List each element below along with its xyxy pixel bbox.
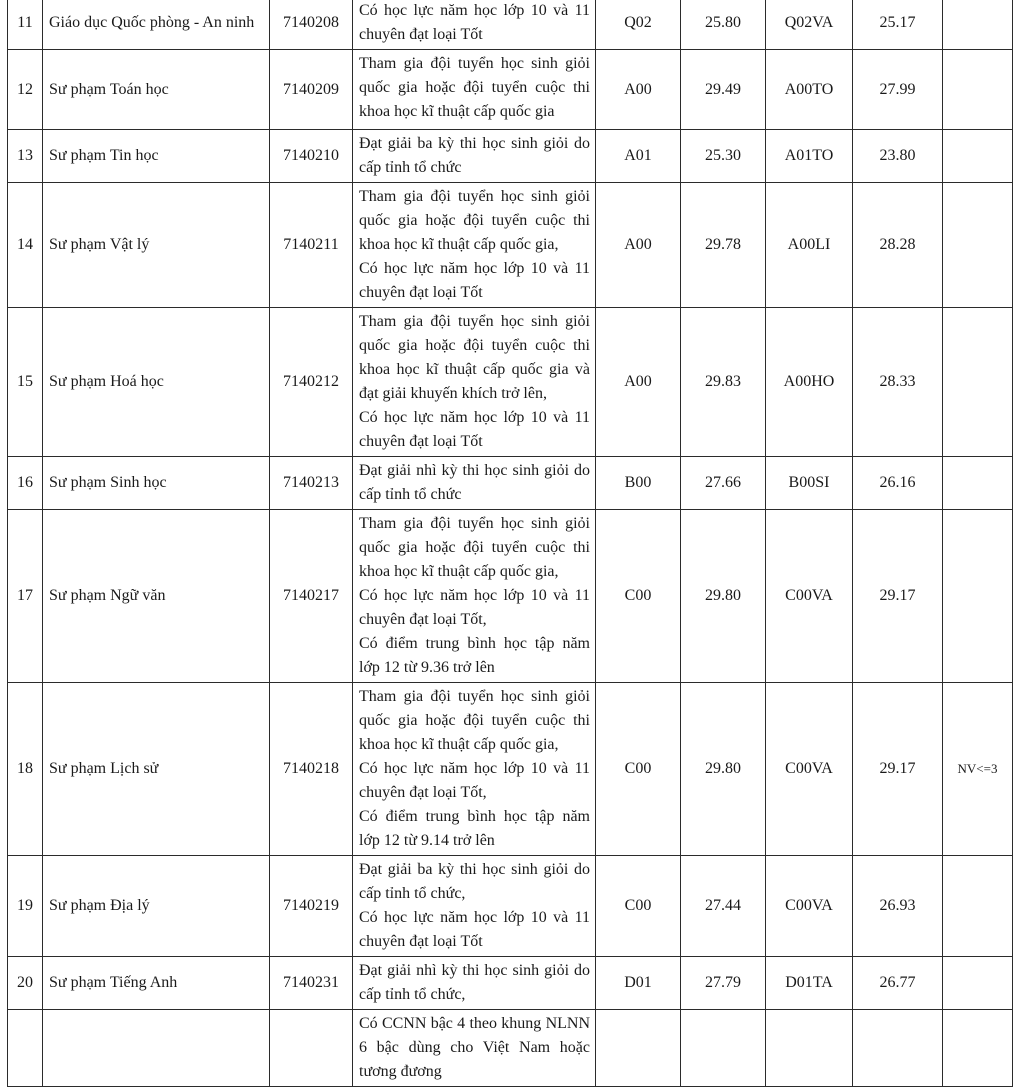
note-cell xyxy=(943,308,1013,457)
note-cell xyxy=(943,510,1013,683)
major-code-cell: 7140231 xyxy=(270,957,353,1010)
major-name-cell: Sư phạm Toán học xyxy=(43,50,270,130)
major-code-cell: 7140211 xyxy=(270,183,353,308)
criteria-cell xyxy=(353,0,596,50)
row-number-cell: 14 xyxy=(8,183,43,308)
subject-group-cell: C00 xyxy=(596,683,681,856)
note-cell xyxy=(943,0,1013,50)
combo-score-cell: 26.93 xyxy=(853,856,943,957)
row-number-cell: 17 xyxy=(8,510,43,683)
cutoff-score-cell: 29.49 xyxy=(681,50,766,130)
admission-table xyxy=(7,0,1013,1087)
table-row xyxy=(8,50,1013,130)
major-name-cell: Sư phạm Tin học xyxy=(43,130,270,183)
criteria-cell xyxy=(353,183,596,308)
combo-code-cell: C00VA xyxy=(766,683,853,856)
criteria-cell xyxy=(353,957,596,1010)
combo-code-cell: C00VA xyxy=(766,856,853,957)
criteria-line: Có học lực năm học lớp 10 và 11 chuyên đạt loại Tốt, xyxy=(359,587,590,628)
row-number-cell: 16 xyxy=(8,457,43,510)
major-code-cell: 7140213 xyxy=(270,457,353,510)
cutoff-score-cell: 27.79 xyxy=(681,957,766,1010)
subject-group-cell: C00 xyxy=(596,510,681,683)
major-name-cell: Sư phạm Sinh học xyxy=(43,457,270,510)
combo-code-cell xyxy=(766,1010,853,1087)
combo-code-cell: B00SI xyxy=(766,457,853,510)
combo-score-cell: 25.17 xyxy=(853,0,943,50)
criteria-line: Có học lực năm học lớp 10 và 11 chuyên đạt loại Tốt, xyxy=(359,760,590,801)
note-cell xyxy=(943,130,1013,183)
major-name-cell: Sư phạm Lịch sử xyxy=(43,683,270,856)
combo-score-cell: 29.17 xyxy=(853,683,943,856)
table-row xyxy=(8,130,1013,183)
criteria-line: Tham gia đội tuyển học sinh giỏi quốc gia hoặc đội tuyển cuộc thi khoa học kĩ thuật cấp quốc gia, xyxy=(359,688,590,753)
combo-score-cell: 23.80 xyxy=(853,130,943,183)
criteria-cell xyxy=(353,130,596,183)
criteria-cell xyxy=(353,1010,596,1087)
criteria-cell xyxy=(353,856,596,957)
note-cell xyxy=(943,50,1013,130)
cutoff-score-cell: 25.80 xyxy=(681,0,766,50)
subject-group-cell: A01 xyxy=(596,130,681,183)
major-name-cell xyxy=(43,1010,270,1087)
note-cell: NV<=3 xyxy=(943,683,1013,856)
major-code-cell: 7140210 xyxy=(270,130,353,183)
major-name-cell: Sư phạm Hoá học xyxy=(43,308,270,457)
table-row xyxy=(8,0,1013,50)
major-name-cell: Sư phạm Vật lý xyxy=(43,183,270,308)
note-cell xyxy=(943,183,1013,308)
cutoff-score-cell: 29.80 xyxy=(681,510,766,683)
subject-group-cell: Q02 xyxy=(596,0,681,50)
combo-score-cell: 27.99 xyxy=(853,50,943,130)
subject-group-cell: D01 xyxy=(596,957,681,1010)
criteria-line: Tham gia đội tuyển học sinh giỏi quốc gia hoặc đội tuyển cuộc thi khoa học kĩ thuật cấp quốc gia, xyxy=(359,188,590,253)
combo-score-cell xyxy=(853,1010,943,1087)
criteria-line: Tham gia đội tuyển học sinh giỏi quốc gia hoặc đội tuyển cuộc thi khoa học kĩ thuật cấp quốc gia xyxy=(359,55,590,120)
criteria-line: Tham gia đội tuyển học sinh giỏi quốc gia hoặc đội tuyển cuộc thi khoa học kĩ thuật cấp quốc gia và đạt giải khuyến khích trở lên, xyxy=(359,313,590,402)
criteria-line: Đạt giải nhì kỳ thi học sinh giỏi do cấp tỉnh tổ chức, xyxy=(359,962,590,1003)
major-name-cell: Giáo dục Quốc phòng - An ninh xyxy=(43,0,270,50)
subject-group-cell: A00 xyxy=(596,308,681,457)
subject-group-cell: C00 xyxy=(596,856,681,957)
note-cell xyxy=(943,1010,1013,1087)
criteria-line: Có học lực năm học lớp 10 và 11 chuyên đạt loại Tốt xyxy=(359,409,590,450)
criteria-line: Đạt giải ba kỳ thi học sinh giỏi do cấp tỉnh tổ chức, xyxy=(359,861,590,902)
criteria-cell xyxy=(353,457,596,510)
combo-code-cell: D01TA xyxy=(766,957,853,1010)
combo-code-cell: Q02VA xyxy=(766,0,853,50)
combo-score-cell: 26.16 xyxy=(853,457,943,510)
criteria-line: Có điểm trung bình học tập năm lớp 12 từ 9.36 trở lên xyxy=(359,635,590,676)
combo-score-cell: 29.17 xyxy=(853,510,943,683)
cutoff-score-cell: 29.80 xyxy=(681,683,766,856)
cutoff-score-cell: 25.30 xyxy=(681,130,766,183)
criteria-line: Có học lực năm học lớp 10 và 11 chuyên đạt loại Tốt xyxy=(359,260,590,301)
criteria-line: Có CCNN bậc 4 theo khung NLNN 6 bậc dùng cho Việt Nam hoặc tương đương xyxy=(359,1015,590,1080)
major-name-cell: Sư phạm Ngữ văn xyxy=(43,510,270,683)
cutoff-score-cell: 27.44 xyxy=(681,856,766,957)
subject-group-cell: A00 xyxy=(596,50,681,130)
table-body xyxy=(8,0,1013,1087)
subject-group-cell xyxy=(596,1010,681,1087)
criteria-cell xyxy=(353,683,596,856)
major-name-cell: Sư phạm Tiếng Anh xyxy=(43,957,270,1010)
note-cell xyxy=(943,457,1013,510)
combo-code-cell: A00HO xyxy=(766,308,853,457)
major-code-cell: 7140209 xyxy=(270,50,353,130)
criteria-line: Có điểm trung bình học tập năm lớp 12 từ 9.14 trở lên xyxy=(359,808,590,849)
table-row xyxy=(8,183,1013,308)
subject-group-cell: A00 xyxy=(596,183,681,308)
row-number-cell: 18 xyxy=(8,683,43,856)
criteria-line: Tham gia đội tuyển học sinh giỏi quốc gia hoặc đội tuyển cuộc thi khoa học kĩ thuật cấp quốc gia, xyxy=(359,515,590,580)
combo-code-cell: C00VA xyxy=(766,510,853,683)
cutoff-score-cell: 29.78 xyxy=(681,183,766,308)
criteria-line: Có học lực năm học lớp 10 và 11 chuyên đạt loại Tốt xyxy=(359,909,590,950)
row-number-cell: 15 xyxy=(8,308,43,457)
combo-score-cell: 28.33 xyxy=(853,308,943,457)
major-code-cell: 7140212 xyxy=(270,308,353,457)
cutoff-score-cell xyxy=(681,1010,766,1087)
combo-code-cell: A00LI xyxy=(766,183,853,308)
table-row xyxy=(8,957,1013,1010)
table-row xyxy=(8,1010,1013,1087)
row-number-cell: 20 xyxy=(8,957,43,1010)
row-number-cell: 11 xyxy=(8,0,43,50)
criteria-line: Đạt giải ba kỳ thi học sinh giỏi do cấp tỉnh tổ chức xyxy=(359,135,590,176)
table-row xyxy=(8,683,1013,856)
major-name-cell: Sư phạm Địa lý xyxy=(43,856,270,957)
row-number-cell: 13 xyxy=(8,130,43,183)
criteria-cell xyxy=(353,50,596,130)
cutoff-score-cell: 27.66 xyxy=(681,457,766,510)
table-row xyxy=(8,856,1013,957)
major-code-cell: 7140208 xyxy=(270,0,353,50)
note-cell xyxy=(943,957,1013,1010)
major-code-cell xyxy=(270,1010,353,1087)
criteria-cell xyxy=(353,510,596,683)
combo-score-cell: 28.28 xyxy=(853,183,943,308)
criteria-line: Có học lực năm học lớp 10 và 11 chuyên đạt loại Tốt xyxy=(359,2,590,43)
major-code-cell: 7140217 xyxy=(270,510,353,683)
criteria-cell xyxy=(353,308,596,457)
major-code-cell: 7140219 xyxy=(270,856,353,957)
row-number-cell: 12 xyxy=(8,50,43,130)
note-cell xyxy=(943,856,1013,957)
row-number-cell: 19 xyxy=(8,856,43,957)
criteria-line: Đạt giải nhì kỳ thi học sinh giỏi do cấp tỉnh tổ chức xyxy=(359,462,590,503)
row-number-cell xyxy=(8,1010,43,1087)
table-row xyxy=(8,308,1013,457)
combo-code-cell: A00TO xyxy=(766,50,853,130)
table-row xyxy=(8,510,1013,683)
table-row xyxy=(8,457,1013,510)
subject-group-cell: B00 xyxy=(596,457,681,510)
combo-code-cell: A01TO xyxy=(766,130,853,183)
major-code-cell: 7140218 xyxy=(270,683,353,856)
cutoff-score-cell: 29.83 xyxy=(681,308,766,457)
combo-score-cell: 26.77 xyxy=(853,957,943,1010)
